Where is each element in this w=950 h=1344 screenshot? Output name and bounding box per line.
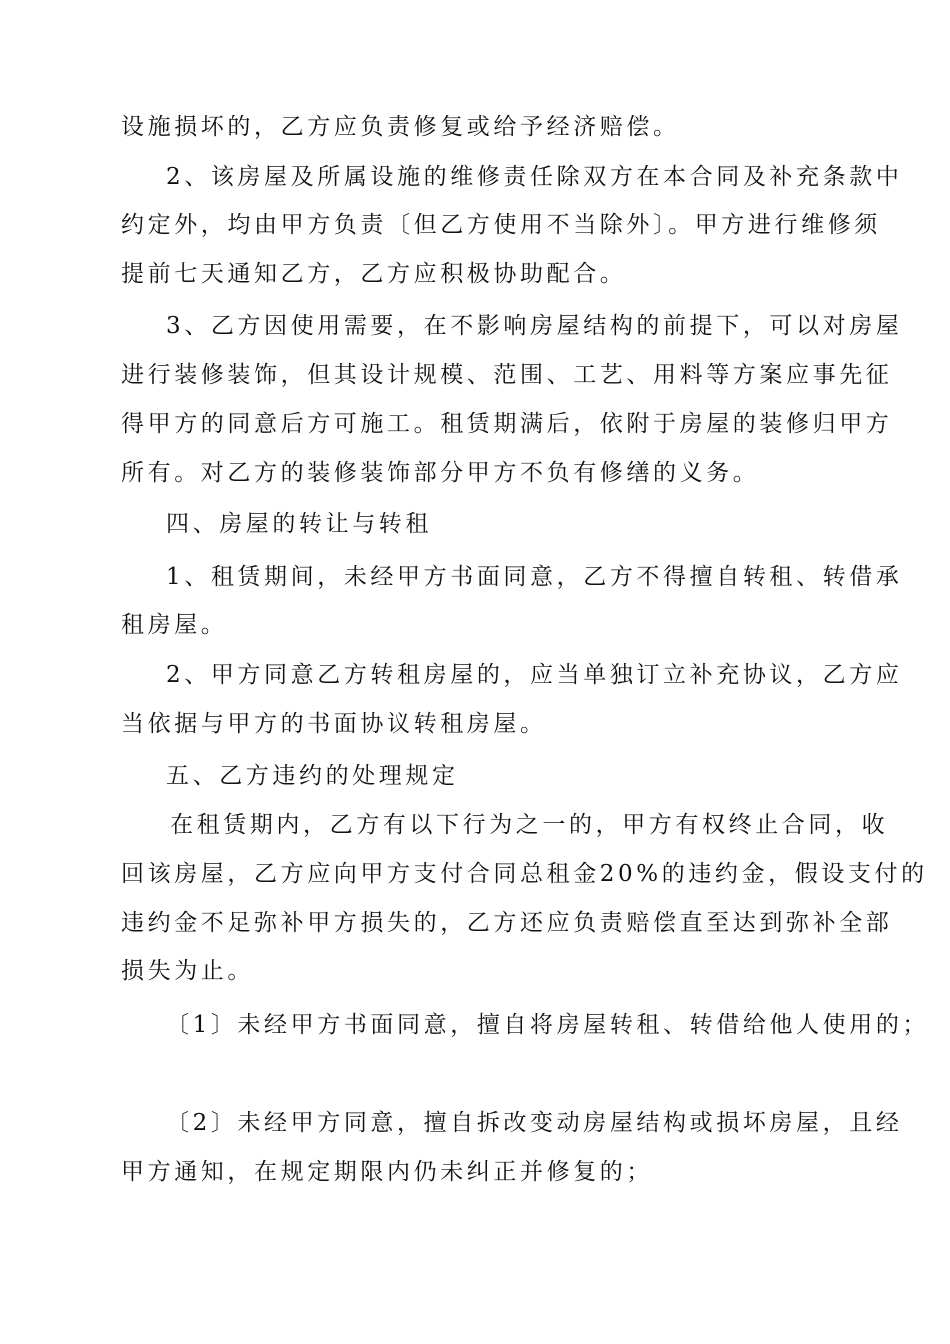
text-line: 违约金不足弥补甲方损失的，乙方还应负责赔偿直至达到弥补全部 xyxy=(121,910,893,936)
section-heading: 四、房屋的转让与转租 xyxy=(166,511,432,537)
text-line: 租房屋。 xyxy=(121,612,228,638)
text-line: 提前七天通知乙方，乙方应积极协助配合。 xyxy=(121,261,627,287)
text-line: 得甲方的同意后方可施工。租赁期满后，依附于房屋的装修归甲方 xyxy=(121,411,893,437)
text-line: 3、乙方因使用需要，在不影响房屋结构的前提下，可以对房屋 xyxy=(166,313,903,339)
list-item: 〔2〕未经甲方同意，擅自拆改变动房屋结构或损坏房屋，且经 xyxy=(166,1110,903,1136)
text-line: 1、租赁期间，未经甲方书面同意，乙方不得擅自转租、转借承 xyxy=(166,564,903,590)
text-line: 甲方通知，在规定期限内仍未纠正并修复的； xyxy=(121,1159,653,1185)
text-line: 约定外，均由甲方负责〔但乙方使用不当除外〕。甲方进行维修须 xyxy=(121,212,881,238)
list-item: 〔1〕未经甲方书面同意，擅自将房屋转租、转借给他人使用的； xyxy=(166,1012,930,1038)
text-line: 2、该房屋及所属设施的维修责任除双方在本合同及补充条款中 xyxy=(166,164,903,190)
text-line: 所有。对乙方的装修装饰部分甲方不负有修缮的义务。 xyxy=(121,460,760,486)
text-line: 设施损坏的，乙方应负责修复或给予经济赔偿。 xyxy=(121,114,680,140)
text-line: 损失为止。 xyxy=(121,958,254,984)
section-heading: 五、乙方违约的处理规定 xyxy=(166,763,459,789)
text-line: 当依据与甲方的书面协议转租房屋。 xyxy=(121,711,547,737)
text-line: 回该房屋，乙方应向甲方支付合同总租金20%的违约金，假设支付的 xyxy=(121,861,928,887)
text-line: 在租赁期内，乙方有以下行为之一的，甲方有权终止合同，收 xyxy=(170,812,889,838)
text-line: 进行装修装饰，但其设计规模、范围、工艺、用料等方案应事先征 xyxy=(121,362,893,388)
text-line: 2、甲方同意乙方转租房屋的，应当单独订立补充协议，乙方应 xyxy=(166,662,903,688)
